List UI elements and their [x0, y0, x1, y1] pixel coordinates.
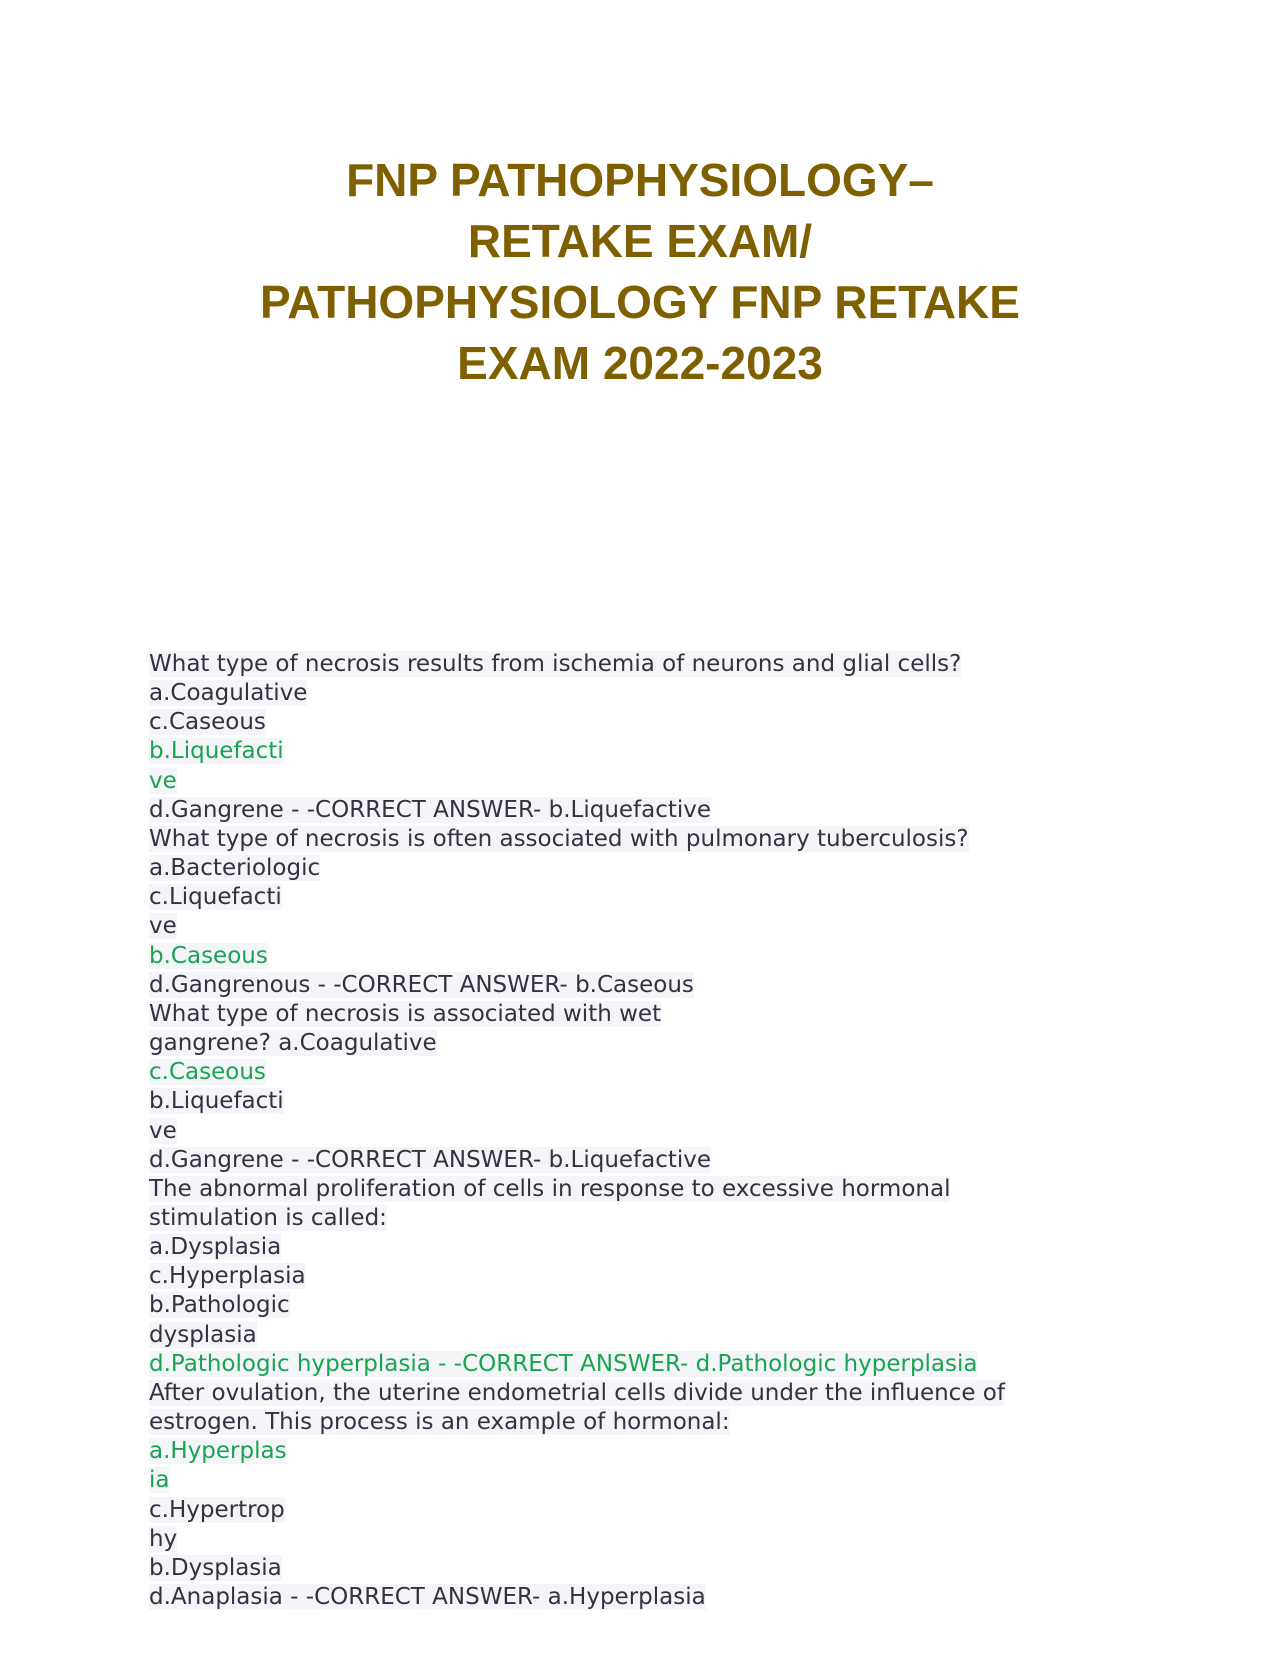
text-line — [149, 1087, 1149, 1116]
line-text: ve — [149, 913, 177, 940]
title-line: FNP PATHOPHYSIOLOGY– — [346, 154, 934, 206]
line-text: b.Liquefacti — [149, 1088, 284, 1115]
line-text: c.Caseous — [149, 709, 266, 736]
document-title — [0, 150, 1280, 394]
title-line: PATHOPHYSIOLOGY FNP RETAKE — [260, 276, 1020, 328]
text-line — [149, 1146, 1149, 1175]
line-text: dysplasia — [149, 1321, 257, 1348]
line-text: a.Bacteriologic — [149, 855, 321, 882]
text-line — [149, 1233, 1149, 1262]
text-line — [149, 796, 1149, 825]
line-text: b.Caseous — [149, 942, 268, 969]
text-line — [149, 679, 1149, 708]
text-line — [149, 825, 1149, 854]
correct-answer-line — [149, 942, 1149, 971]
text-line — [149, 650, 1149, 679]
text-line — [149, 1291, 1149, 1320]
line-text: d.Anaplasia - -CORRECT ANSWER- a.Hyperplasia — [149, 1584, 706, 1610]
correct-answer-line — [149, 767, 1149, 796]
text-line — [149, 1204, 1149, 1233]
line-text: The abnormal proliferation of cells in response to excessive hormonal — [149, 1175, 951, 1202]
text-line — [149, 1525, 1149, 1554]
text-line — [149, 1029, 1149, 1058]
line-text: After ovulation, the uterine endometrial cells divide under the influence of — [149, 1379, 1005, 1406]
text-line — [149, 854, 1149, 883]
text-line — [149, 1496, 1149, 1525]
text-line — [149, 1117, 1149, 1146]
text-line — [149, 912, 1149, 941]
text-line — [149, 1175, 1149, 1204]
title-line: EXAM 2022-2023 — [457, 337, 823, 389]
text-line — [149, 1408, 1149, 1437]
text-line — [149, 1321, 1149, 1350]
text-line — [149, 1000, 1149, 1029]
text-line — [149, 1262, 1149, 1291]
line-text: d.Gangrenous - -CORRECT ANSWER- b.Caseous — [149, 971, 694, 998]
line-text: b.Liquefacti — [149, 738, 284, 765]
text-line — [149, 1554, 1149, 1583]
line-text: c.Liquefacti — [149, 884, 282, 911]
correct-answer-line — [149, 1437, 1149, 1466]
title-line: RETAKE EXAM/ — [467, 215, 813, 267]
line-text: d.Gangrene - -CORRECT ANSWER- b.Liquefactive — [149, 1146, 712, 1173]
line-text: c.Hypertrop — [149, 1496, 285, 1523]
correct-answer-line — [149, 1466, 1149, 1495]
text-line — [149, 708, 1149, 737]
line-text: stimulation is called: — [149, 1204, 387, 1231]
line-text: ve — [149, 1117, 177, 1144]
line-text: ve — [149, 767, 177, 794]
correct-answer-line — [149, 1058, 1149, 1087]
line-text: hy — [149, 1525, 178, 1552]
line-text: estrogen. This process is an example of hormonal: — [149, 1409, 730, 1436]
line-text: What type of necrosis is associated with wet — [149, 1000, 662, 1027]
question-list — [149, 650, 1149, 1612]
line-text: ia — [149, 1467, 170, 1494]
line-text: c.Caseous — [149, 1059, 266, 1086]
correct-answer-line — [149, 737, 1149, 766]
line-text: a.Hyperplas — [149, 1438, 287, 1465]
line-text: c.Hyperplasia — [149, 1263, 306, 1290]
line-text: b.Pathologic — [149, 1292, 290, 1319]
line-text: What type of necrosis is often associated with pulmonary tuberculosis? — [149, 825, 969, 852]
line-text: b.Dysplasia — [149, 1554, 282, 1581]
line-text: d.Gangrene - -CORRECT ANSWER- b.Liquefactive — [149, 796, 712, 823]
text-line — [149, 971, 1149, 1000]
line-text: gangrene? a.Coagulative — [149, 1030, 437, 1057]
text-line — [149, 883, 1149, 912]
correct-answer-line — [149, 1350, 1149, 1379]
text-line — [149, 1379, 1149, 1408]
text-line — [149, 1583, 1149, 1612]
line-text: d.Pathologic hyperplasia - -CORRECT ANSWER- d.Pathologic hyperplasia — [149, 1350, 978, 1377]
line-text: a.Coagulative — [149, 680, 308, 707]
line-text: a.Dysplasia — [149, 1234, 282, 1261]
line-text: What type of necrosis results from ischemia of neurons and glial cells? — [149, 651, 962, 677]
